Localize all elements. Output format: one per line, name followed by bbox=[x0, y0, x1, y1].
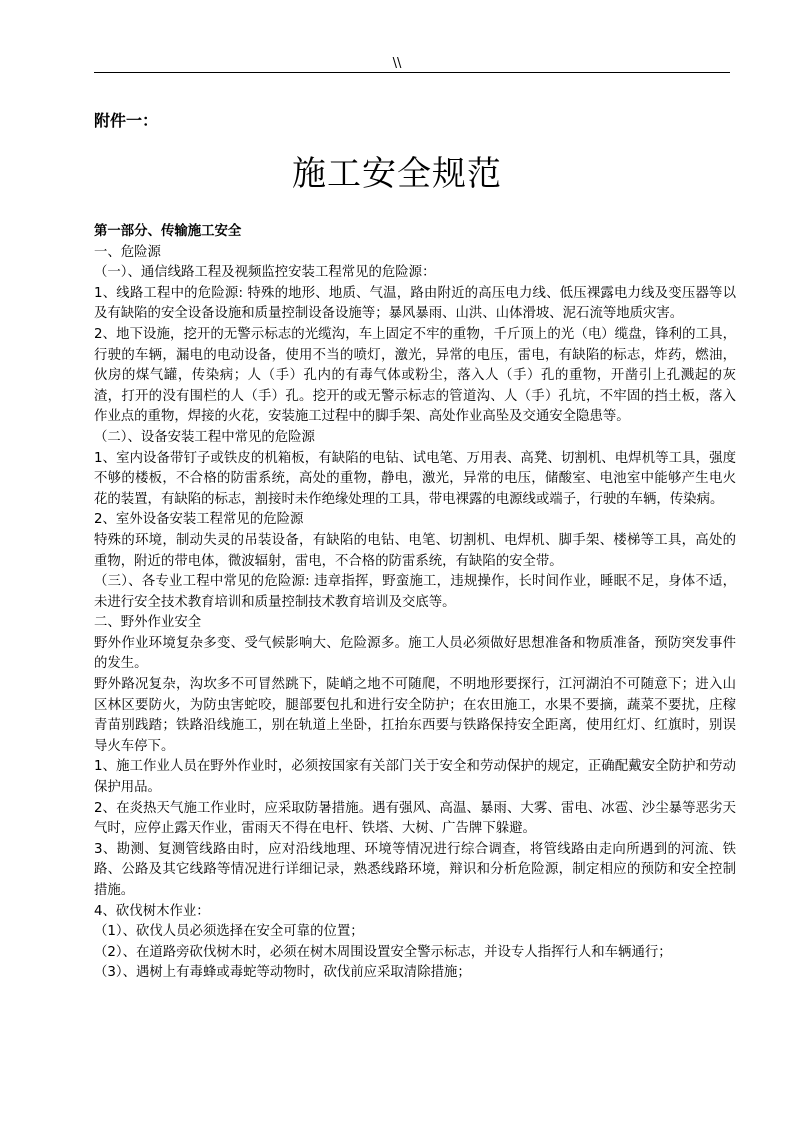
paragraph: （2）、在道路旁砍伐树木时，必须在树木周围设置安全警示标志，并设专人指挥行人和车辆通行； bbox=[94, 944, 672, 960]
paragraph: （三）、各专业工程中常见的危险源: 违章指挥，野蛮施工，违规操作，长时间作业，睡眠不足，身体不适，未进行安全技术教育培训和质量控制技术教育培训及交底等。 bbox=[94, 574, 736, 610]
paragraph: 2、在炎热天气施工作业时，应采取防暑措施。遇有强风、高温、暴雨、大雾、雷电、冰雹、沙尘暴等恶劣天气时，应停止露天作业，雷雨天不得在电杆、铁塔、大树、广告牌下躲避。 bbox=[94, 800, 736, 837]
document-body bbox=[94, 222, 736, 984]
paragraph: 1、施工作业人员在野外作业时，必须按国家有关部门关于安全和劳动保护的规定，正确配戴安全防护和劳动保护用品。 bbox=[94, 759, 736, 796]
paragraph: （一）、通信线路工程及视频监控安装工程常见的危险源： bbox=[94, 265, 436, 281]
paragraph: （1）、砍伐人员必须选择在安全可靠的位置； bbox=[94, 924, 364, 940]
section-heading: 第一部分、传输施工安全 bbox=[94, 224, 242, 239]
document-title: 施工安全规范 bbox=[292, 154, 502, 194]
header-mark: \\ bbox=[392, 56, 402, 71]
paragraph: 3、勘测、复测管线路由时，应对沿线地理、环境等情况进行综合调查，将管线路由走向所遇到的河流、铁路、公路及其它线路等情况进行详细记录，熟悉线路环境，辩识和分析危险源，制定相应的预防和安全控制措施。 bbox=[94, 841, 736, 898]
paragraph: 特殊的环境，制动失灵的吊装设备，有缺陷的电钻、电笔、切割机、电焊机、脚手架、楼梯等工具，高处的重物，附近的带电体，微波辐射，雷电，不合格的防雷系统，有缺陷的安全带。 bbox=[94, 532, 736, 569]
paragraph: （二）、设备安装工程中常见的危险源 bbox=[94, 429, 315, 445]
paragraph: 野外路况复杂，沟坎多不可冒然跳下，陡峭之地不可随爬，不明地形要探行，江河湖泊不可随意下；进入山区林区要防火，为防虫害蛇咬，腿部要包扎和进行安全防护；在农田施工，水果不要摘，蔬菜不要扰，庄稼青苗别践踏；铁路沿线施工，别在轨道上坐卧，扛抬东西要与铁路保持安全距离，使用红灯、红旗时，别误导火车停下。 bbox=[94, 677, 736, 754]
paragraph: 二、野外作业安全 bbox=[94, 615, 202, 631]
paragraph: 2、室外设备安装工程常见的危险源 bbox=[94, 512, 304, 528]
paragraph: 1、线路工程中的危险源: 特殊的地形、地质、气温，路由附近的高压电力线、低压裸露电力线及变压器等以及有缺陷的安全设备设施和质量控制设备设施等；暴风暴雨、山洪、山体滑坡、泥石流等地质灾害。 bbox=[94, 285, 736, 322]
paragraph: 野外作业环境复杂多变、受气候影响大、危险源多。施工人员必须做好思想准备和物质准备，预防突发事件的发生。 bbox=[94, 635, 736, 672]
paragraph: （3）、遇树上有毒蜂或毒蛇等动物时，砍伐前应采取清除措施； bbox=[94, 965, 471, 981]
paragraph: 2、地下设施，挖开的无警示标志的光缆沟，车上固定不牢的重物，千斤顶上的光（电）缆盘，锋利的工具，行驶的车辆，漏电的电动设备，使用不当的喷灯，激光，异常的电压，雷电，有缺陷的标志，炸药，燃油，伙房的煤气罐，传染病；人（手）孔内的有毒气体或粉尘，落入人（手）孔的重物，开凿引上孔溅起的灰渣，打开的没有围栏的人（手）孔。挖开的或无警示标志的管道沟、人（手）孔坑，不牢固的挡土板，落入作业点的重物，焊接的火花，安装施工过程中的脚手架、高处作业高坠及交通安全隐患等。 bbox=[94, 326, 736, 425]
paragraph: 4、砍伐树木作业： bbox=[94, 903, 210, 919]
attachment-label: 附件一： bbox=[94, 111, 159, 130]
header-divider bbox=[94, 72, 730, 73]
paragraph: 1、室内设备带钉子或铁皮的机箱板，有缺陷的电钻、试电笔、万用表、高凳、切割机、电焊机等工具，强度不够的楼板，不合格的防雷系统，高处的重物，静电，激光，异常的电压，储酸室、电池室中能够产生电火花的装置，有缺陷的标志，割接时未作绝缘处理的工具，带电裸露的电源线或端子，行驶的车辆，传染病。 bbox=[94, 450, 736, 507]
paragraph: 一、危险源 bbox=[94, 244, 161, 260]
